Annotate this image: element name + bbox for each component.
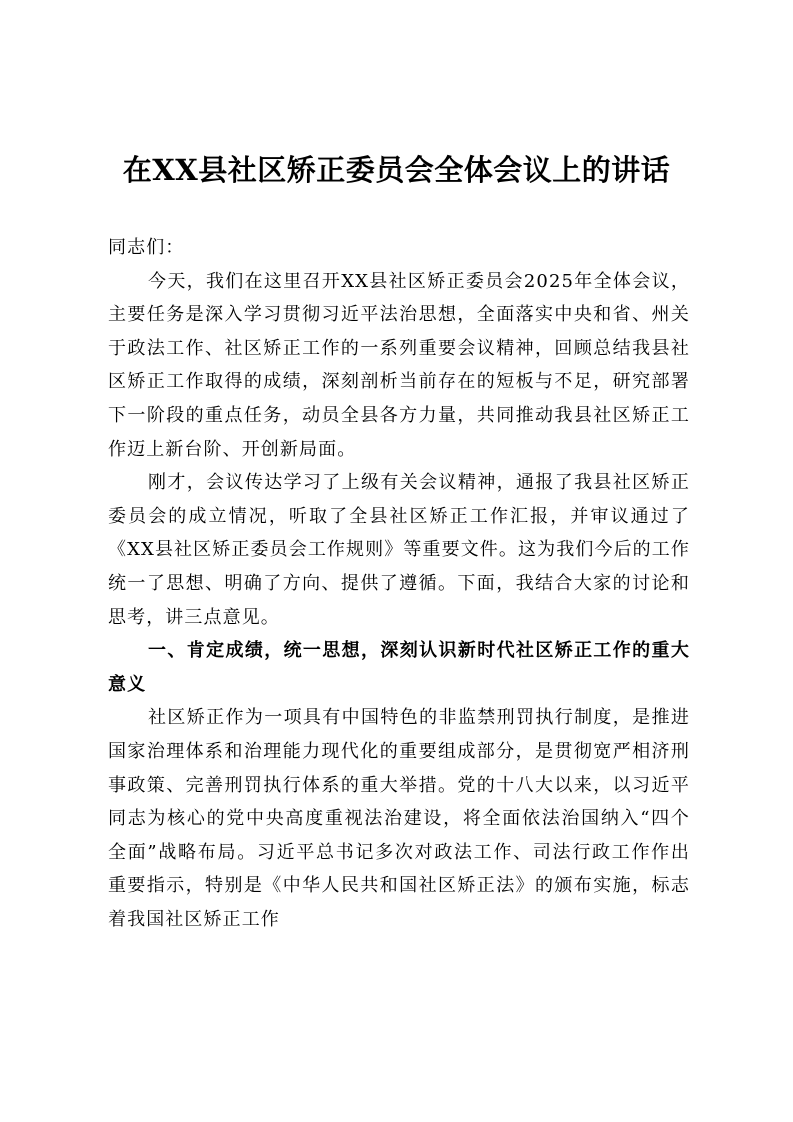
- paragraph-agenda: 刚才，会议传达学习了上级有关会议精神，通报了我县社区矫正委员会的成立情况，听取了全县社区矫正工作汇报，并审议通过了《XX县社区矫正委员会工作规则》等重要文件。这为我们今后的工作统一了思想、明确了方向、提供了遵循。下面，我结合大家的讨论和思考，讲三点意见。: [108, 472, 690, 628]
- document-title: 在XX县社区矫正委员会全体会议上的讲话: [122, 153, 671, 187]
- section-heading-one: 一、肯定成绩，统一思想，深刻认识新时代社区矫正工作的重大意义: [108, 640, 690, 695]
- paragraph-section-one: 社区矫正作为一项具有中国特色的非监禁刑罚执行制度，是推进国家治理体系和治理能力现代化的重要组成部分，是贯彻宽严相济刑事政策、完善刑罚执行体系的重大举措。党的十八大以来，以习近平同志为核心的党中央高度重视法治建设，将全面依法治国纳入“四个全面”战略布局。习近平总书记多次对政法工作、司法行政工作作出重要指示，特别是《中华人民共和国社区矫正法》的颁布实施，标志着我国社区矫正工作: [108, 707, 690, 930]
- document-body: [108, 231, 690, 936]
- paragraph-opening: 今天，我们在这里召开XX县社区矫正委员会2025年全体会议，主要任务是深入学习贯彻习近平法治思想，全面落实中央和省、州关于政法工作、社区矫正工作的一系列重要会议精神，回顾总结我县社区矫正工作取得的成绩，深刻剖析当前存在的短板与不足，研究部署下一阶段的重点任务，动员全县各方力量，共同推动我县社区矫正工作迈上新台阶、开创新局面。: [108, 270, 690, 460]
- salutation: 同志们：: [108, 237, 185, 258]
